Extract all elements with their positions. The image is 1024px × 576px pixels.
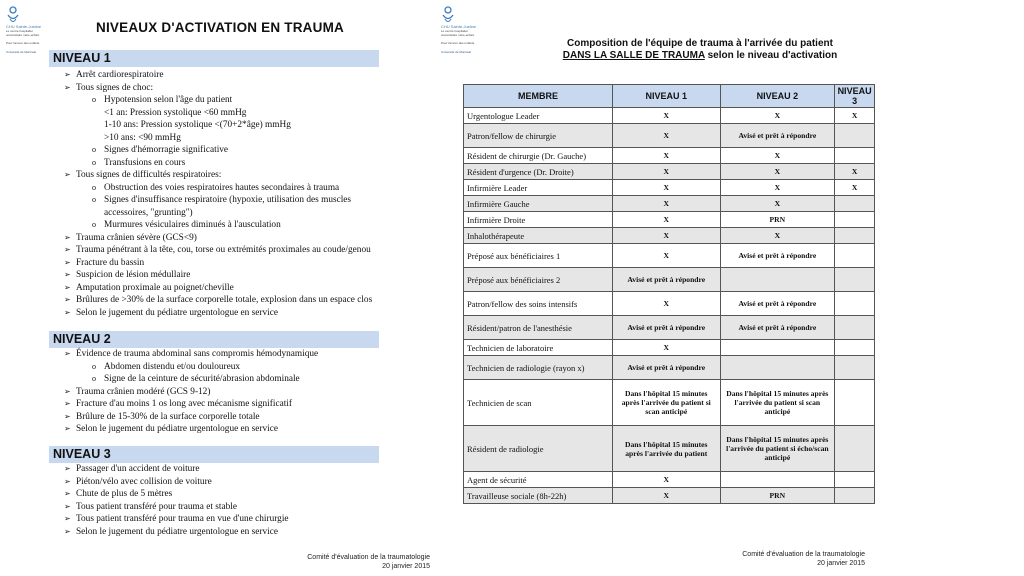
table-body [464, 108, 875, 504]
level-3-cell [835, 426, 875, 472]
criterion-text: Brûlures de >30% de la surface corporelle totale, explosion dans un espace clos [76, 295, 373, 305]
member-cell: Inhalothérapeute [464, 228, 613, 244]
level-2-cell: X [720, 228, 835, 244]
right-page [435, 0, 905, 576]
logo-line2: Le centre hospitalier universitaire mère-enfant [6, 29, 40, 37]
criterion-text: Chute de plus de 5 mètres [76, 489, 173, 499]
criterion-item [64, 307, 394, 320]
title-underlined: DANS LA SALLE DE TRAUMA [562, 50, 705, 61]
level-1-cell: X [613, 212, 721, 228]
title-rest: selon le niveau d'activation [704, 50, 838, 61]
level-1-cell: X [613, 488, 721, 504]
member-cell: Résident/patron de l'anesthésie [464, 316, 613, 340]
level-1-cell: X [613, 164, 721, 180]
level-3-cell [835, 488, 875, 504]
criterion-text: Arrêt cardiorespiratoire [76, 70, 164, 80]
criterion-item [64, 232, 394, 245]
criterion-text: Suspicion de lésion médullaire [76, 270, 191, 280]
sub-criterion-item [92, 194, 394, 219]
arrow-bullet-icon: ➢ [64, 386, 71, 396]
arrow-bullet-icon: ➢ [64, 170, 71, 179]
level-3-cell [835, 228, 875, 244]
level-3-cell [835, 380, 875, 426]
criterion-text: Fracture d'au moins 1 os long avec mécanisme significatif [76, 399, 292, 409]
sub-criterion-item [92, 144, 394, 157]
level-2-cell: X [720, 164, 835, 180]
level-1-cell: X [613, 292, 721, 316]
criterion-text: Trauma pénétrant à la tête, cou, torse ou extrémités proximales au coude/genou [76, 245, 371, 255]
logo-line2: Le centre hospitalier universitaire mère-enfant [441, 29, 475, 37]
level-3-criteria [64, 463, 394, 538]
table-row [464, 244, 875, 268]
arrow-bullet-icon: ➢ [64, 257, 71, 267]
level-1-cell: X [613, 180, 721, 196]
level-1-cell: Avisé et prêt à répondre [613, 316, 721, 340]
member-cell: Résident de chirurgie (Dr. Gauche) [464, 148, 613, 164]
circle-bullet-icon: o [92, 182, 96, 192]
arrow-bullet-icon: ➢ [64, 307, 71, 317]
hospital-logo [441, 6, 485, 66]
table-row [464, 292, 875, 316]
sub-criterion-text: Signes d'hémorragie significative [104, 145, 229, 155]
level-3-cell [835, 356, 875, 380]
table-row [464, 180, 875, 196]
circle-bullet-icon: o [92, 145, 96, 154]
criterion-item [64, 411, 394, 424]
level-3-cell [835, 212, 875, 228]
criterion-item [64, 526, 394, 539]
sub-criterion-text: Signe de la ceinture de sécurité/abrasion abdominale [104, 374, 300, 384]
member-cell: Technicien de scan [464, 380, 613, 426]
sub-criterion-text: Obstruction des voies respiratoires hautes secondaires à trauma [104, 182, 340, 193]
criterion-item [64, 348, 394, 386]
criterion-item [64, 82, 394, 170]
member-cell: Résident d'urgence (Dr. Droite) [464, 164, 613, 180]
table-row [464, 340, 875, 356]
criterion-item [64, 423, 394, 436]
criterion-text: Tous patient transféré pour trauma en vue d'une chirurgie [76, 514, 289, 524]
table-row [464, 268, 875, 292]
arrow-bullet-icon: ➢ [64, 501, 71, 511]
sub-criterion-item [92, 94, 394, 144]
criterion-text: Selon le jugement du pédiatre urgentologue en service [76, 307, 278, 318]
table-row [464, 426, 875, 472]
criterion-item [64, 513, 394, 526]
member-cell: Patron/fellow des soins intensifs [464, 292, 613, 316]
logo-line4: Université de Montréal [441, 50, 472, 54]
sub-criterion-item [92, 219, 394, 232]
level-2-cell [720, 356, 835, 380]
sub-criterion-item [92, 182, 394, 195]
level-3-cell: X [835, 108, 875, 124]
member-cell: Infirmière Leader [464, 180, 613, 196]
level-2-cell: X [720, 108, 835, 124]
level-2-header: NIVEAU 2 [49, 331, 379, 348]
circle-bullet-icon: o [92, 157, 96, 167]
arrow-bullet-icon: ➢ [64, 489, 71, 498]
sub-criterion-text: Abdomen distendu et/ou douloureux [104, 361, 241, 372]
level-1-cell: X [613, 244, 721, 268]
header-level-3: NIVEAU 3 [835, 85, 875, 108]
logo-line4: Université de Montréal [6, 50, 37, 54]
table-title-line2 [495, 50, 905, 62]
page-title: NIVEAUX D'ACTIVATION EN TRAUMA [96, 20, 344, 35]
level-3-cell [835, 244, 875, 268]
footer-date: 20 janvier 2015 [382, 563, 430, 570]
team-composition-table [463, 84, 875, 504]
criterion-item [64, 501, 394, 514]
criterion-text: Selon le jugement du pédiatre urgentologue en service [76, 424, 278, 434]
arrow-bullet-icon: ➢ [64, 70, 71, 79]
arrow-bullet-icon: ➢ [64, 411, 71, 421]
sub-criteria-list [76, 182, 394, 232]
member-cell: Patron/fellow de chirurgie [464, 124, 613, 148]
footer-committee: Comité d'évaluation de la traumatologie [742, 551, 865, 558]
member-cell: Préposé aux bénéficiaires 2 [464, 268, 613, 292]
member-cell: Résident de radiologie [464, 426, 613, 472]
level-2-cell: Avisé et prêt à répondre [720, 244, 835, 268]
child-logo-icon [6, 6, 20, 24]
table-row [464, 124, 875, 148]
arrow-bullet-icon: ➢ [64, 464, 71, 473]
circle-bullet-icon: o [92, 361, 96, 371]
child-logo-icon [441, 6, 455, 24]
criterion-text: Tous signes de choc: [76, 82, 154, 93]
criterion-item [64, 282, 394, 295]
criterion-item [64, 463, 394, 476]
arrow-bullet-icon: ➢ [64, 476, 71, 486]
criterion-text: Tous signes de difficultés respiratoires: [76, 170, 222, 180]
criterion-text: Tous patient transféré pour trauma et stable [76, 501, 237, 512]
table-row [464, 196, 875, 212]
level-2-cell: X [720, 180, 835, 196]
arrow-bullet-icon: ➢ [64, 424, 71, 433]
level-1-cell: X [613, 340, 721, 356]
table-title-line1: Composition de l'équipe de trauma à l'arrivée du patient [567, 38, 833, 49]
criterion-item [64, 294, 394, 307]
level-1-cell: Avisé et prêt à répondre [613, 268, 721, 292]
arrow-bullet-icon: ➢ [64, 514, 71, 523]
table-row [464, 472, 875, 488]
criterion-item [64, 488, 394, 501]
table-row [464, 212, 875, 228]
circle-bullet-icon: o [92, 195, 96, 204]
arrow-bullet-icon: ➢ [64, 245, 71, 254]
level-1-cell: Dans l'hôpital 15 minutes après l'arrivée du patient [613, 426, 721, 472]
table-row [464, 316, 875, 340]
sub-criterion-text: Hypotension selon l'âge du patient [104, 95, 233, 105]
level-2-cell: X [720, 148, 835, 164]
header-member: MEMBRE [464, 85, 613, 108]
age-threshold-line: 1-10 ans: Pression systolique <(70+2*âge) mmHg [104, 120, 291, 130]
table-row [464, 108, 875, 124]
level-3-cell [835, 196, 875, 212]
level-1-cell: X [613, 124, 721, 148]
level-3-cell [835, 148, 875, 164]
criterion-text: Piéton/vélo avec collision de voiture [76, 476, 212, 487]
table-header-row [464, 85, 875, 108]
table-row [464, 356, 875, 380]
level-1-header: NIVEAU 1 [49, 50, 379, 67]
level-1-cell: Avisé et prêt à répondre [613, 356, 721, 380]
arrow-bullet-icon: ➢ [64, 82, 71, 92]
table-row [464, 228, 875, 244]
level-2-criteria [64, 348, 394, 436]
logo-line3: Pour l'amour des enfants [6, 41, 40, 45]
level-2-cell [720, 268, 835, 292]
level-3-header: NIVEAU 3 [49, 446, 379, 463]
level-1-cell: Dans l'hôpital 15 minutes après l'arrivée du patient si scan anticipé [613, 380, 721, 426]
table-title [495, 38, 905, 62]
level-2-cell: Dans l'hôpital 15 minutes après l'arrivée du patient si écho/scan anticipé [720, 426, 835, 472]
table-row [464, 488, 875, 504]
footer-date: 20 janvier 2015 [817, 560, 865, 567]
criterion-text: Fracture du bassin [76, 257, 145, 268]
sub-criterion-item [92, 361, 394, 374]
criterion-text: Selon le jugement du pédiatre urgentologue en service [76, 526, 278, 537]
level-3-cell [835, 340, 875, 356]
level-1-cell: X [613, 148, 721, 164]
level-3-cell [835, 472, 875, 488]
sub-criterion-text: Murmures vésiculaires diminués à l'ausculation [104, 220, 281, 230]
criterion-text: Brûlure de 15-30% de la surface corporelle totale [76, 411, 260, 422]
arrow-bullet-icon: ➢ [64, 349, 71, 358]
member-cell: Travailleuse sociale (8h-22h) [464, 488, 613, 504]
sub-criterion-item [92, 373, 394, 386]
level-1-cell: X [613, 472, 721, 488]
level-3-cell [835, 124, 875, 148]
member-cell: Agent de sécurité [464, 472, 613, 488]
level-2-cell: X [720, 196, 835, 212]
criterion-text: Amputation proximale au poignet/cheville [76, 282, 234, 293]
criterion-text: Trauma crânien modéré (GCS 9-12) [76, 386, 211, 397]
footer-committee: Comité d'évaluation de la traumatologie [307, 554, 430, 561]
level-2-cell: PRN [720, 212, 835, 228]
level-3-cell [835, 268, 875, 292]
member-cell: Technicien de laboratoire [464, 340, 613, 356]
criterion-item [64, 476, 394, 489]
level-3-cell [835, 292, 875, 316]
criterion-text: Trauma crânien sévère (GCS<9) [76, 232, 197, 243]
sub-criteria-list [76, 94, 394, 169]
level-2-cell: Avisé et prêt à répondre [720, 124, 835, 148]
age-threshold-line: <1 an: Pression systolique <60 mmHg [104, 107, 247, 118]
criterion-text: Passager d'un accident de voiture [76, 464, 200, 474]
criterion-item [64, 386, 394, 399]
header-level-1: NIVEAU 1 [613, 85, 721, 108]
criterion-item [64, 257, 394, 270]
criterion-item [64, 244, 394, 257]
level-3-cell: X [835, 164, 875, 180]
hospital-logo [6, 6, 50, 66]
sub-criteria-list [76, 361, 394, 386]
arrow-bullet-icon: ➢ [64, 232, 71, 242]
circle-bullet-icon: o [92, 220, 96, 229]
member-cell: Urgentologue Leader [464, 108, 613, 124]
criterion-item [64, 169, 394, 232]
arrow-bullet-icon: ➢ [64, 399, 71, 408]
arrow-bullet-icon: ➢ [64, 282, 71, 292]
logo-name: CHU Sainte-Justine [6, 24, 42, 29]
member-cell: Infirmière Gauche [464, 196, 613, 212]
level-2-cell: Avisé et prêt à répondre [720, 316, 835, 340]
arrow-bullet-icon: ➢ [64, 270, 71, 279]
criterion-item [64, 398, 394, 411]
level-2-cell [720, 340, 835, 356]
criterion-item [64, 69, 394, 82]
table-row [464, 148, 875, 164]
arrow-bullet-icon: ➢ [64, 526, 71, 536]
circle-bullet-icon: o [92, 95, 96, 104]
age-threshold-line: >10 ans: <90 mmHg [104, 132, 181, 143]
level-1-criteria [64, 69, 394, 319]
level-2-cell: PRN [720, 488, 835, 504]
level-2-cell [720, 472, 835, 488]
footer [260, 553, 430, 571]
level-3-cell: X [835, 180, 875, 196]
level-3-cell [835, 316, 875, 340]
criterion-text: Évidence de trauma abdominal sans compromis hémodynamique [76, 349, 319, 359]
level-2-cell: Dans l'hôpital 15 minutes après l'arrivée du patient si scan anticipé [720, 380, 835, 426]
member-cell: Préposé aux bénéficiaires 1 [464, 244, 613, 268]
logo-line3: Pour l'amour des enfants [441, 41, 475, 45]
level-1-cell: X [613, 228, 721, 244]
sub-criterion-item [92, 157, 394, 170]
arrow-bullet-icon: ➢ [64, 295, 71, 304]
table-row [464, 380, 875, 426]
level-1-cell: X [613, 108, 721, 124]
logo-name: CHU Sainte-Justine [441, 24, 477, 29]
footer [695, 550, 865, 568]
member-cell: Technicien de radiologie (rayon x) [464, 356, 613, 380]
level-1-cell: X [613, 196, 721, 212]
table-row [464, 164, 875, 180]
member-cell: Infirmière Droite [464, 212, 613, 228]
circle-bullet-icon: o [92, 374, 96, 383]
level-2-cell: Avisé et prêt à répondre [720, 292, 835, 316]
criterion-item [64, 269, 394, 282]
left-page [0, 0, 430, 576]
sub-criterion-text: Signes d'insuffisance respiratoire (hypoxie, utilisation des muscles accessoires, "grunting") [104, 195, 352, 218]
sub-criterion-text: Transfusions en cours [104, 157, 186, 168]
header-level-2: NIVEAU 2 [720, 85, 835, 108]
